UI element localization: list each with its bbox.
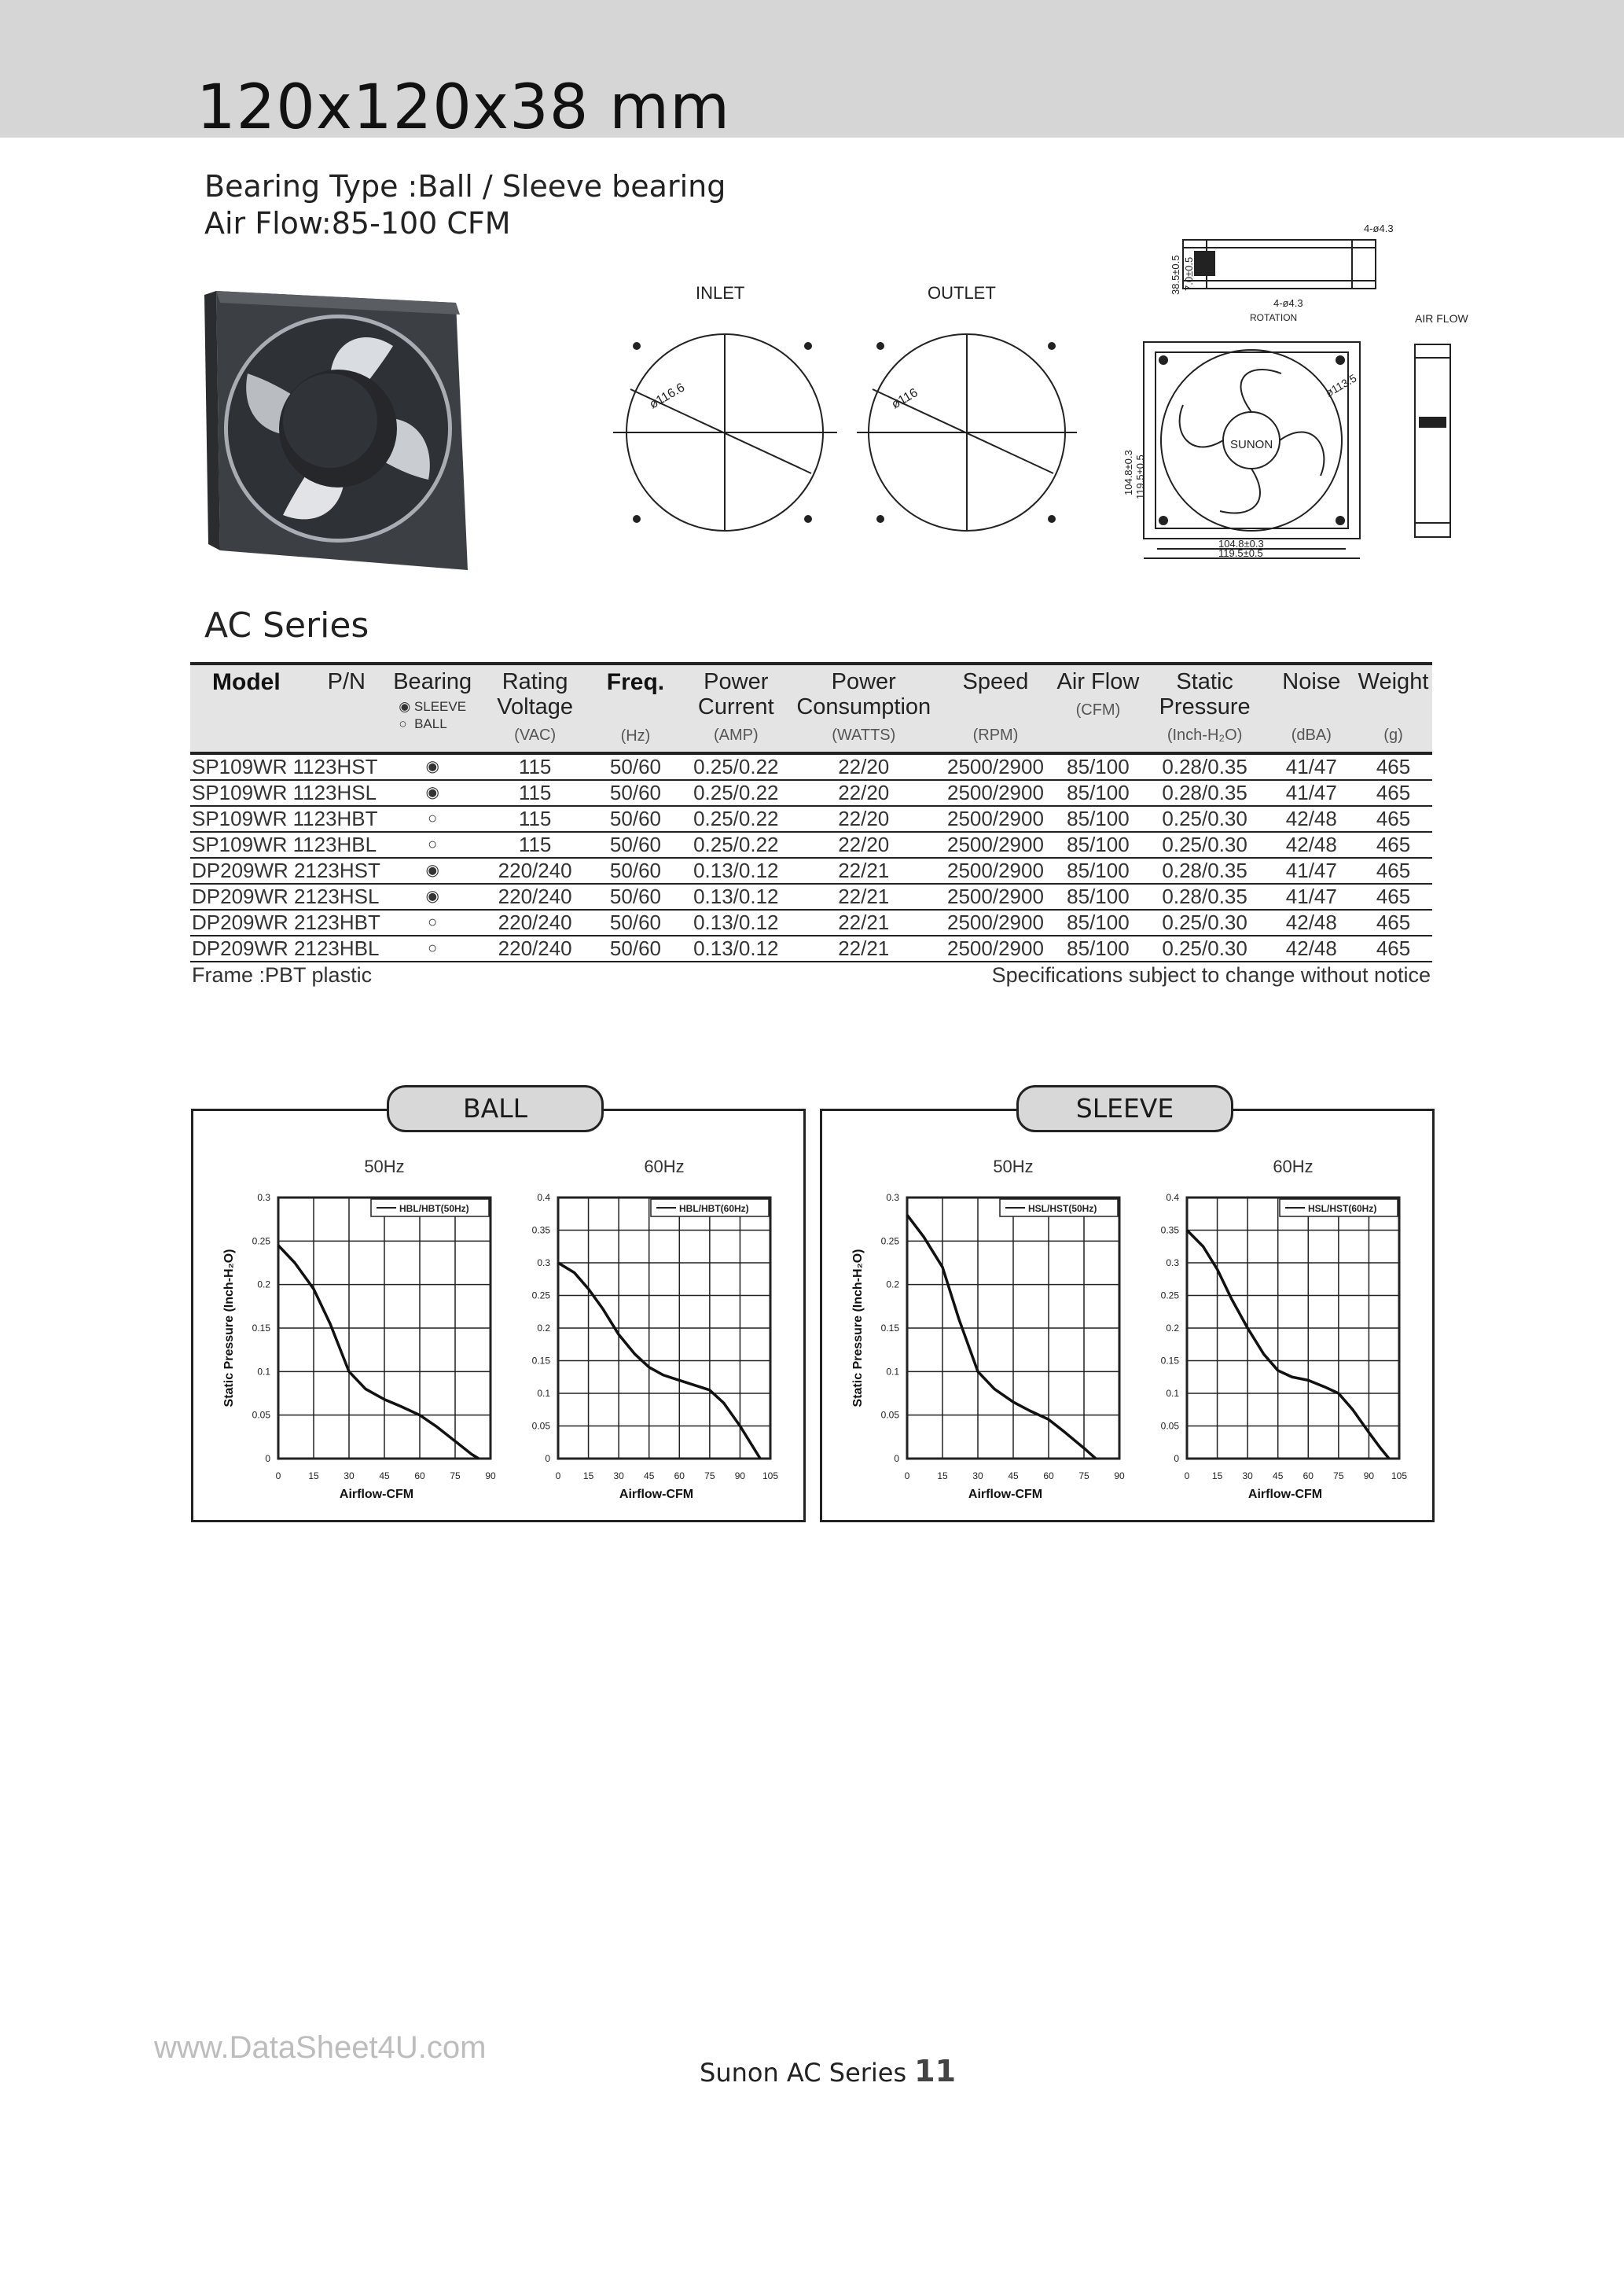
cell-speed: 2500/2900 (936, 780, 1055, 806)
cell-pressure: 0.25/0.30 (1141, 832, 1269, 858)
ball-bearing-icon: ○ (385, 936, 479, 962)
cell-voltage: 220/240 (479, 858, 590, 884)
outlet-label: OUTLET (928, 283, 996, 303)
cell-model: DP209WR 2123HBL (190, 936, 385, 962)
table-row (190, 780, 1432, 806)
y-tick-label: 0.05 (252, 1409, 270, 1421)
cell-noise: 42/48 (1269, 832, 1354, 858)
cell-current: 0.25/0.22 (681, 806, 792, 832)
cell-airflow: 85/100 (1055, 780, 1141, 806)
y-tick-label: 0.3 (537, 1257, 550, 1268)
page-number: 11 (914, 2054, 957, 2088)
cell-current: 0.25/0.22 (681, 832, 792, 858)
cell-current: 0.13/0.12 (681, 884, 792, 910)
cell-airflow: 85/100 (1055, 806, 1141, 832)
cell-freq: 50/60 (590, 806, 681, 832)
dim-height: 38.5±0.5 (1170, 255, 1181, 295)
cell-noise: 41/47 (1269, 884, 1354, 910)
x-tick-label: 30 (972, 1470, 983, 1481)
x-tick-label: 30 (1242, 1470, 1253, 1481)
cell-weight: 465 (1354, 884, 1432, 910)
cell-pressure: 0.25/0.30 (1141, 936, 1269, 962)
y-tick-label: 0.25 (880, 1235, 899, 1247)
airflow-label: AIR FLOW (1415, 312, 1468, 325)
col-freq: Freq. (606, 669, 665, 695)
y-tick-label: 0.25 (252, 1235, 270, 1247)
col-weight: Weight (1358, 669, 1429, 694)
x-tick-label: 90 (734, 1470, 746, 1481)
watermark: www.DataSheet4U.com (154, 2030, 487, 2065)
x-axis-label: Airflow-CFM (619, 1488, 694, 1501)
table-row (190, 832, 1432, 858)
y-tick-label: 0.15 (1160, 1355, 1179, 1367)
x-tick-label: 15 (1211, 1470, 1223, 1481)
series-line (278, 1246, 479, 1459)
cell-model: SP109WR 1123HBT (190, 806, 385, 832)
x-tick-label: 0 (904, 1470, 910, 1481)
ball-key-icon: ○ (399, 716, 407, 731)
cell-power: 22/21 (792, 910, 936, 936)
cell-pressure: 0.28/0.35 (1141, 884, 1269, 910)
sleeve-bearing-icon: ◉ (385, 858, 479, 884)
ball-bearing-icon: ○ (385, 832, 479, 858)
y-axis-label: Static Pressure (Inch-H₂O) (851, 1249, 865, 1407)
y-tick-label: 0.15 (531, 1355, 550, 1367)
page-footer (700, 2054, 956, 2088)
side-view-top (1183, 240, 1376, 289)
col-airflow: Air Flow (1056, 669, 1140, 694)
y-tick-label: 0.05 (1160, 1420, 1179, 1432)
cell-pressure: 0.28/0.35 (1141, 780, 1269, 806)
sleeve-panel (820, 1109, 1435, 1522)
y-tick-label: 0 (265, 1453, 270, 1464)
y-tick-label: 0.1 (886, 1366, 899, 1378)
cell-power: 22/20 (792, 753, 936, 780)
cell-noise: 42/48 (1269, 806, 1354, 832)
cell-current: 0.25/0.22 (681, 753, 792, 780)
footer-text: Sunon AC Series (700, 2058, 907, 2088)
x-tick-label: 105 (762, 1470, 779, 1481)
cell-freq: 50/60 (590, 832, 681, 858)
dim-hole: 4-ø4.3 (1364, 223, 1394, 234)
cell-voltage: 115 (479, 832, 590, 858)
y-tick-label: 0.05 (531, 1420, 550, 1432)
cell-speed: 2500/2900 (936, 832, 1055, 858)
series-line (907, 1215, 1096, 1459)
y-tick-label: 0.25 (1160, 1290, 1179, 1301)
page-title: 120x120x38 mm (197, 72, 731, 143)
col-current: Power Current (697, 669, 774, 719)
x-tick-label: 105 (1391, 1470, 1408, 1481)
cell-airflow: 85/100 (1055, 884, 1141, 910)
inlet-dim: ø116.6 (647, 381, 688, 412)
cell-current: 0.13/0.12 (681, 910, 792, 936)
cell-speed: 2500/2900 (936, 858, 1055, 884)
y-tick-label: 0.05 (880, 1409, 899, 1421)
cell-pressure: 0.28/0.35 (1141, 753, 1269, 780)
x-tick-label: 0 (275, 1470, 281, 1481)
col-noise: Noise (1282, 669, 1341, 694)
x-tick-label: 75 (704, 1470, 715, 1481)
cell-current: 0.25/0.22 (681, 780, 792, 806)
legend-label: HSL/HST(50Hz) (1028, 1203, 1097, 1214)
y-tick-label: 0 (1174, 1453, 1179, 1464)
inlet-label: INLET (696, 283, 745, 303)
y-tick-label: 0 (545, 1453, 550, 1464)
cell-noise: 41/47 (1269, 753, 1354, 780)
col-bearing: Bearing (393, 669, 472, 694)
cell-voltage: 220/240 (479, 884, 590, 910)
airflow-side-view (1415, 344, 1450, 537)
table-row (190, 884, 1432, 910)
cell-pressure: 0.28/0.35 (1141, 858, 1269, 884)
cell-freq: 50/60 (590, 936, 681, 962)
col-pressure: Static Pressure (1159, 669, 1251, 719)
dim-7: 7.0±0.5 (1183, 256, 1195, 291)
cell-model: DP209WR 2123HST (190, 858, 385, 884)
legend-label: HBL/HBT(50Hz) (399, 1203, 469, 1214)
cell-airflow: 85/100 (1055, 936, 1141, 962)
x-tick-label: 75 (1078, 1470, 1089, 1481)
sleeve-bearing-icon: ◉ (385, 884, 479, 910)
table-row (190, 858, 1432, 884)
legend-label: HSL/HST(60Hz) (1308, 1203, 1377, 1214)
cell-power: 22/20 (792, 780, 936, 806)
cell-freq: 50/60 (590, 910, 681, 936)
x-tick-label: 90 (485, 1470, 496, 1481)
legend-label: HBL/HBT(60Hz) (679, 1203, 749, 1214)
chart-title: 60Hz (644, 1157, 685, 1176)
col-model: Model (212, 669, 281, 695)
y-tick-label: 0.2 (537, 1323, 550, 1334)
y-tick-label: 0.2 (257, 1279, 270, 1290)
cell-weight: 465 (1354, 832, 1432, 858)
cell-power: 22/21 (792, 858, 936, 884)
cell-weight: 465 (1354, 858, 1432, 884)
x-tick-label: 45 (1273, 1470, 1284, 1481)
ball-charts (193, 1111, 803, 1520)
table-row (190, 910, 1432, 936)
y-tick-label: 0 (894, 1453, 899, 1464)
cell-current: 0.13/0.12 (681, 936, 792, 962)
y-tick-label: 0.15 (252, 1323, 270, 1334)
x-axis-label: Airflow-CFM (339, 1488, 414, 1501)
x-tick-label: 15 (582, 1470, 594, 1481)
cell-model: SP109WR 1123HBL (190, 832, 385, 858)
cell-model: DP209WR 2123HSL (190, 884, 385, 910)
inlet-drawing (613, 334, 837, 531)
bearing-key: ◉ SLEEVE ○ BALL (399, 699, 467, 731)
frame-note: Frame :PBT plastic (192, 963, 373, 987)
y-tick-label: 0.35 (1160, 1224, 1179, 1236)
col-pn: P/N (327, 669, 366, 694)
ball-bearing-icon: ○ (385, 806, 479, 832)
x-tick-label: 90 (1114, 1470, 1125, 1481)
cell-noise: 42/48 (1269, 910, 1354, 936)
table-row (190, 753, 1432, 780)
rotation-label: ROTATION (1250, 312, 1298, 323)
brand-label: SUNON (1230, 438, 1273, 451)
y-tick-label: 0.2 (886, 1279, 899, 1290)
y-tick-label: 0.35 (531, 1224, 550, 1236)
col-voltage: Rating Voltage (497, 669, 574, 719)
chart-title: 50Hz (364, 1157, 405, 1176)
dim-circle: ø113.5 (1323, 371, 1359, 399)
cell-voltage: 115 (479, 753, 590, 780)
chart-title: 60Hz (1273, 1157, 1314, 1176)
y-tick-label: 0.1 (1166, 1388, 1179, 1399)
dim-total: 119.5±0.5 (1134, 454, 1146, 499)
cell-weight: 465 (1354, 910, 1432, 936)
dim-side: 4-ø4.3 (1273, 297, 1303, 309)
cell-weight: 465 (1354, 936, 1432, 962)
cell-airflow: 85/100 (1055, 753, 1141, 780)
x-tick-label: 15 (937, 1470, 948, 1481)
x-tick-label: 45 (1008, 1470, 1019, 1481)
cell-freq: 50/60 (590, 884, 681, 910)
x-tick-label: 75 (1333, 1470, 1344, 1481)
cell-airflow: 85/100 (1055, 832, 1141, 858)
x-tick-label: 30 (344, 1470, 355, 1481)
x-tick-label: 0 (555, 1470, 561, 1481)
table-row (190, 806, 1432, 832)
x-axis-label: Airflow-CFM (1247, 1488, 1323, 1501)
cell-voltage: 115 (479, 806, 590, 832)
cell-weight: 465 (1354, 753, 1432, 780)
ball-panel-title: BALL (387, 1085, 604, 1132)
cell-power: 22/21 (792, 884, 936, 910)
cell-speed: 2500/2900 (936, 884, 1055, 910)
cell-current: 0.13/0.12 (681, 858, 792, 884)
cell-power: 22/20 (792, 832, 936, 858)
y-tick-label: 0.3 (1166, 1257, 1179, 1268)
y-tick-label: 0.15 (880, 1323, 899, 1334)
cell-power: 22/20 (792, 806, 936, 832)
outlet-drawing (857, 334, 1077, 531)
y-axis-label: Static Pressure (Inch-H₂O) (222, 1249, 236, 1407)
cell-power: 22/21 (792, 936, 936, 962)
sleeve-panel-title: SLEEVE (1016, 1085, 1233, 1132)
spec-table: Model P/N Bearing ◉ SLEEVE ○ BALL Rating Voltage (VAC) Freq. (Hz) Power Current (AMP) Power Consumption (WATTS) Speed (RPM) Air Flow (CFM) Static Pressure (Inch-H₂O) Noise (dBA) Weight (g) SP109WR 1123HST ◉ 115 50/60 0.25/0.22 22/20 2500/2900 85/100 0.28/0.35 41/47 465 SP109WR 1123HSL ◉ 115 50/60 0.25/0.22 22/20 2500/2900 85/100 0.28/0.35 41/47 465 SP109WR 1123HBT ○ 115 50/60 0.25/0.22 22/20 2500/2900 85/100 0.25/0.30 42/48 465 SP109WR 1123HBL ○ 115 50/60 0.25/0.22 22/20 2500/2900 85/100 0.25/0.30 42/48 465 DP209WR 2123HST ◉ 220/240 50/60 0.13/0.12 22/21 2500/2900 85/100 0.28/0.35 41/47 465 DP209WR 2123HSL ◉ 220/240 50/60 0.13/0.12 22/21 2500/2900 85/100 0.28/0.35 41/47 465 DP209WR 2123HBT ○ 220/240 50/60 0.13/0.12 22/21 2500/2900 85/100 0.25/0.30 42/48 465 DP209WR 2123HBL ○ 220/240 50/60 0.13/0.12 22/21 2500/2900 85/100 0.25/0.30 42/48 465 (190, 662, 1432, 962)
dimension-drawings (597, 220, 1468, 574)
ball-bearing-icon: ○ (385, 910, 479, 936)
outlet-dim: ø116 (889, 386, 920, 412)
y-tick-label: 0.25 (531, 1290, 550, 1301)
y-tick-label: 0.1 (257, 1366, 270, 1378)
cell-airflow: 85/100 (1055, 910, 1141, 936)
sleeve-bearing-icon: ◉ (385, 753, 479, 780)
cell-freq: 50/60 (590, 780, 681, 806)
cell-voltage: 220/240 (479, 910, 590, 936)
cell-model: SP109WR 1123HSL (190, 780, 385, 806)
x-tick-label: 75 (450, 1470, 461, 1481)
cell-pressure: 0.25/0.30 (1141, 806, 1269, 832)
cell-model: SP109WR 1123HST (190, 753, 385, 780)
dim-bottom2: 119.5±0.5 (1218, 547, 1263, 559)
chart-title: 50Hz (993, 1157, 1034, 1176)
col-power: Power Consumption (796, 669, 931, 719)
bearing-type: Bearing Type :Ball / Sleeve bearing (204, 169, 726, 204)
x-tick-label: 45 (644, 1470, 655, 1481)
air-flow-range: Air Flow:85-100 CFM (204, 206, 511, 241)
cell-airflow: 85/100 (1055, 858, 1141, 884)
ball-panel (191, 1109, 806, 1522)
fan-photo (193, 259, 499, 590)
y-tick-label: 0.4 (1166, 1192, 1179, 1203)
series-title: AC Series (204, 605, 369, 646)
cell-model: DP209WR 2123HBT (190, 910, 385, 936)
sleeve-charts (822, 1111, 1432, 1520)
cell-weight: 465 (1354, 780, 1432, 806)
dim-bottom1: 104.8±0.3 (1218, 538, 1264, 550)
cell-speed: 2500/2900 (936, 910, 1055, 936)
x-tick-label: 90 (1363, 1470, 1375, 1481)
cell-noise: 41/47 (1269, 780, 1354, 806)
cell-noise: 42/48 (1269, 936, 1354, 962)
cell-speed: 2500/2900 (936, 753, 1055, 780)
y-tick-label: 0.3 (257, 1192, 270, 1203)
y-tick-label: 0.3 (886, 1192, 899, 1203)
x-axis-label: Airflow-CFM (968, 1488, 1043, 1501)
x-tick-label: 60 (414, 1470, 425, 1481)
dim-mount: 104.8±0.3 (1122, 450, 1134, 495)
x-tick-label: 30 (613, 1470, 624, 1481)
cell-weight: 465 (1354, 806, 1432, 832)
y-tick-label: 0.2 (1166, 1323, 1179, 1334)
y-tick-label: 0.4 (537, 1192, 550, 1203)
y-tick-label: 0.1 (537, 1388, 550, 1399)
x-tick-label: 45 (379, 1470, 390, 1481)
cell-pressure: 0.25/0.30 (1141, 910, 1269, 936)
x-tick-label: 60 (1303, 1470, 1314, 1481)
cell-speed: 2500/2900 (936, 806, 1055, 832)
cell-freq: 50/60 (590, 858, 681, 884)
spec-notice: Specifications subject to change without notice (991, 963, 1431, 987)
x-tick-label: 0 (1184, 1470, 1190, 1481)
x-tick-label: 60 (674, 1470, 685, 1481)
sleeve-key-icon: ◉ (399, 699, 411, 714)
cell-freq: 50/60 (590, 753, 681, 780)
cell-noise: 41/47 (1269, 858, 1354, 884)
cell-voltage: 220/240 (479, 936, 590, 962)
x-tick-label: 15 (308, 1470, 319, 1481)
table-row (190, 936, 1432, 962)
cell-voltage: 115 (479, 780, 590, 806)
x-tick-label: 60 (1043, 1470, 1054, 1481)
cell-speed: 2500/2900 (936, 936, 1055, 962)
sleeve-bearing-icon: ◉ (385, 780, 479, 806)
col-speed: Speed (962, 669, 1029, 694)
